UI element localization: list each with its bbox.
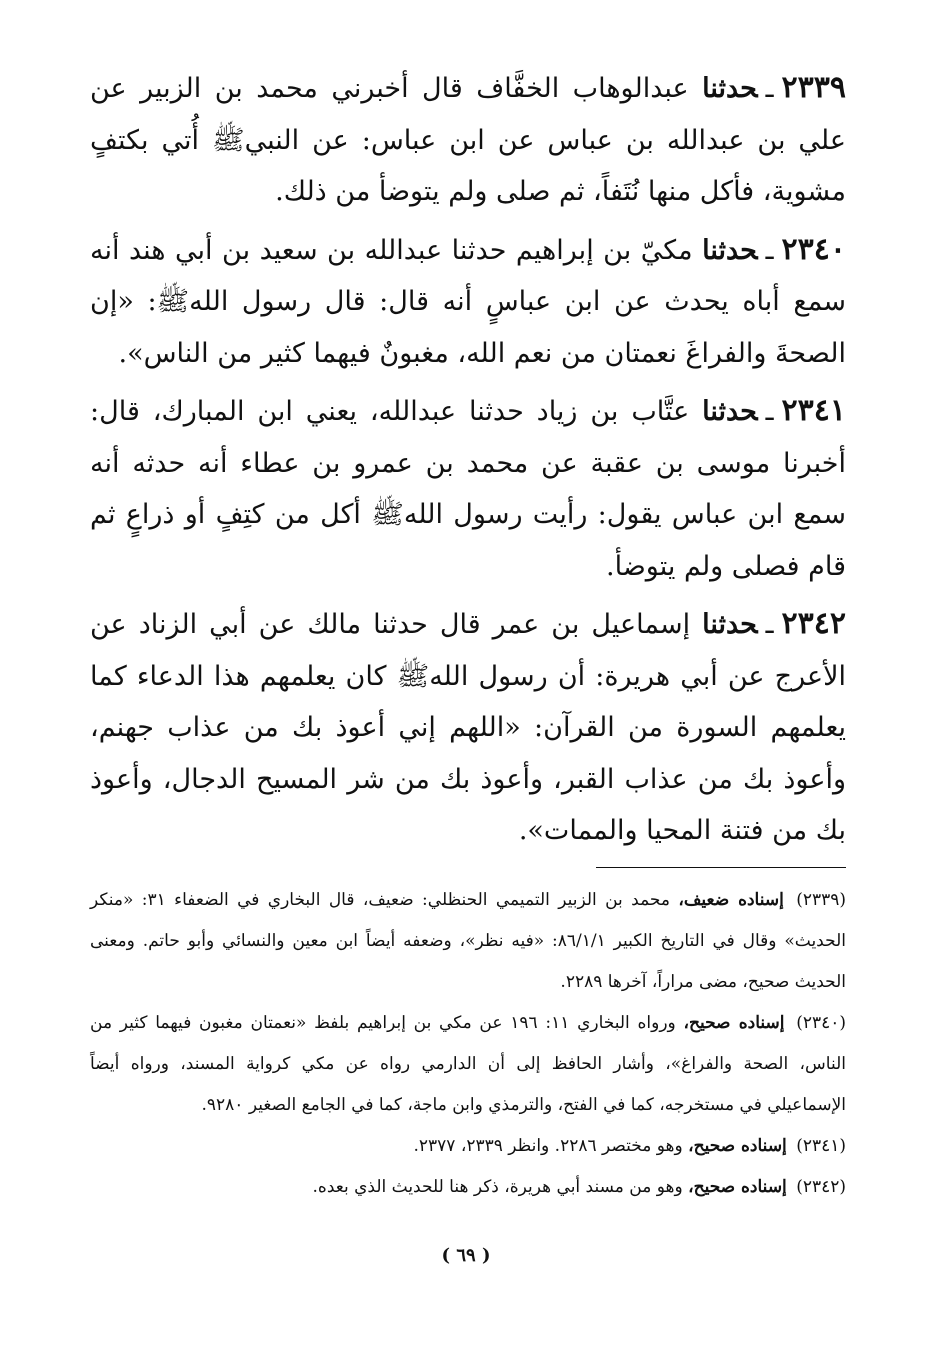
footnote-ref: (٢٣٤٢)	[796, 1176, 846, 1197]
footnote-2339	[90, 880, 846, 1003]
footnote-2342	[90, 1167, 846, 1208]
hadith-opening: حدثنا	[702, 609, 758, 640]
hadith-text: عتَّاب بن زياد حدثنا عبدالله، يعني ابن المبارك، قال: أخبرنا موسى بن عقبة عن محمد بن عمرو بن عطاء أنه حدثه أنه سمع ابن عباس يقول: رأيت رسول اللهﷺ أكل من كتِفٍ أو ذراعٍ ثم قام فصلى ولم يتوضأ.	[90, 396, 846, 582]
hadith-dash: ـ	[765, 396, 774, 427]
hadith-text: عبدالوهاب الخفَّاف قال أخبرني محمد بن الزبير عن علي بن عبدالله بن عباس عن ابن عباس: عن النبيﷺ أُتي بكتفٍ مشوية، فأكل منها نُتَفاً، ثم صلى ولم يتوضأ من ذلك.	[90, 73, 846, 207]
page-number: ( ٦٩ )	[441, 1245, 491, 1266]
footnote-ref: (٢٣٤١)	[796, 1135, 846, 1156]
hadith-number: ٢٣٤٢	[781, 606, 846, 641]
hadith-opening: حدثنا	[702, 73, 758, 104]
page-body	[90, 62, 846, 1208]
hadith-2339	[90, 62, 846, 218]
footnote-ref: (٢٣٣٩)	[796, 889, 846, 910]
hadith-text: إسماعيل بن عمر قال حدثنا مالك عن أبي الزناد عن الأعرج عن أبي هريرة: أن رسول اللهﷺ كان يعلمهم هذا الدعاء كما يعلمهم السورة من القرآن: «اللهم إني أعوذ بك من عذاب جهنم، وأعوذ بك من عذاب القبر، وأعوذ بك من شر المسيح الدجال، وأعوذ بك من فتنة المحيا والممات».	[90, 609, 846, 846]
footnote-ref: (٢٣٤٠)	[796, 1012, 847, 1033]
hadith-dash: ـ	[765, 609, 774, 640]
footnote-text: وهو من مسند أبي هريرة، ذكر هنا للحديث الذي بعده.	[312, 1176, 683, 1197]
hadith-dash: ـ	[765, 234, 774, 266]
footnote-text: وهو مختصر ٢٢٨٦. وانظر ٢٣٣٩، ٢٣٧٧.	[413, 1135, 683, 1156]
hadith-2340	[90, 224, 846, 380]
footnote-text: محمد بن الزبير التميمي الحنظلي: ضعيف، قال البخاري في الضعفاء ٣١: «منكر الحديث» وقال في التاريخ الكبير ٨٦/١/١: «فيه نظر»، وضعفه أيضاً ابن معين والنسائي وأبو حاتم. ومعنى الحديث صحيح، مضى مراراً، آخرها ٢٢٨٩.	[90, 889, 846, 992]
footnote-grade: إسناده ضعيف،	[678, 889, 784, 910]
footnote-grade: إسناده صحيح،	[683, 1012, 785, 1033]
hadith-number: ٢٣٤٠	[781, 231, 846, 267]
footnote-2340	[90, 1003, 846, 1126]
hadith-opening: حدثنا	[702, 396, 758, 427]
hadith-2342	[90, 598, 846, 857]
hadith-opening: حدثنا	[702, 234, 758, 266]
footnote-grade: إسناده صحيح،	[688, 1135, 787, 1156]
hadith-number: ٢٣٤١	[781, 393, 846, 428]
footnote-2341	[90, 1126, 846, 1167]
footnote-grade: إسناده صحيح،	[688, 1176, 787, 1197]
footnotes	[90, 880, 846, 1208]
hadith-dash: ـ	[765, 73, 774, 104]
footnote-divider	[596, 867, 846, 868]
hadith-2341	[90, 385, 846, 592]
footnote-text: ورواه البخاري ١١: ١٩٦ عن مكي بن إبراهيم بلفظ «نعمتان مغبون فيهما كثير من الناس، الصحة والفراغ»، وأشار الحافظ إلى أن الدارمي رواه عن مكي كرواية المسند، ورواه أيضاً الإسماعيلي في مستخرجه، كما في الفتح، والترمذي وابن ماجة، كما في الجامع الصغير ٩٢٨٠.	[90, 1012, 846, 1115]
hadith-number: ٢٣٣٩	[781, 70, 846, 105]
hadith-text: مكيّ بن إبراهيم حدثنا عبدالله بن سعيد بن أبي هند أنه سمع أباه يحدث عن ابن عباسٍ أنه قال: قال رسول اللهﷺ: «إن الصحةَ والفراغَ نعمتان من نعم الله، مغبونٌ فيهما كثير من الناس».	[90, 234, 846, 369]
